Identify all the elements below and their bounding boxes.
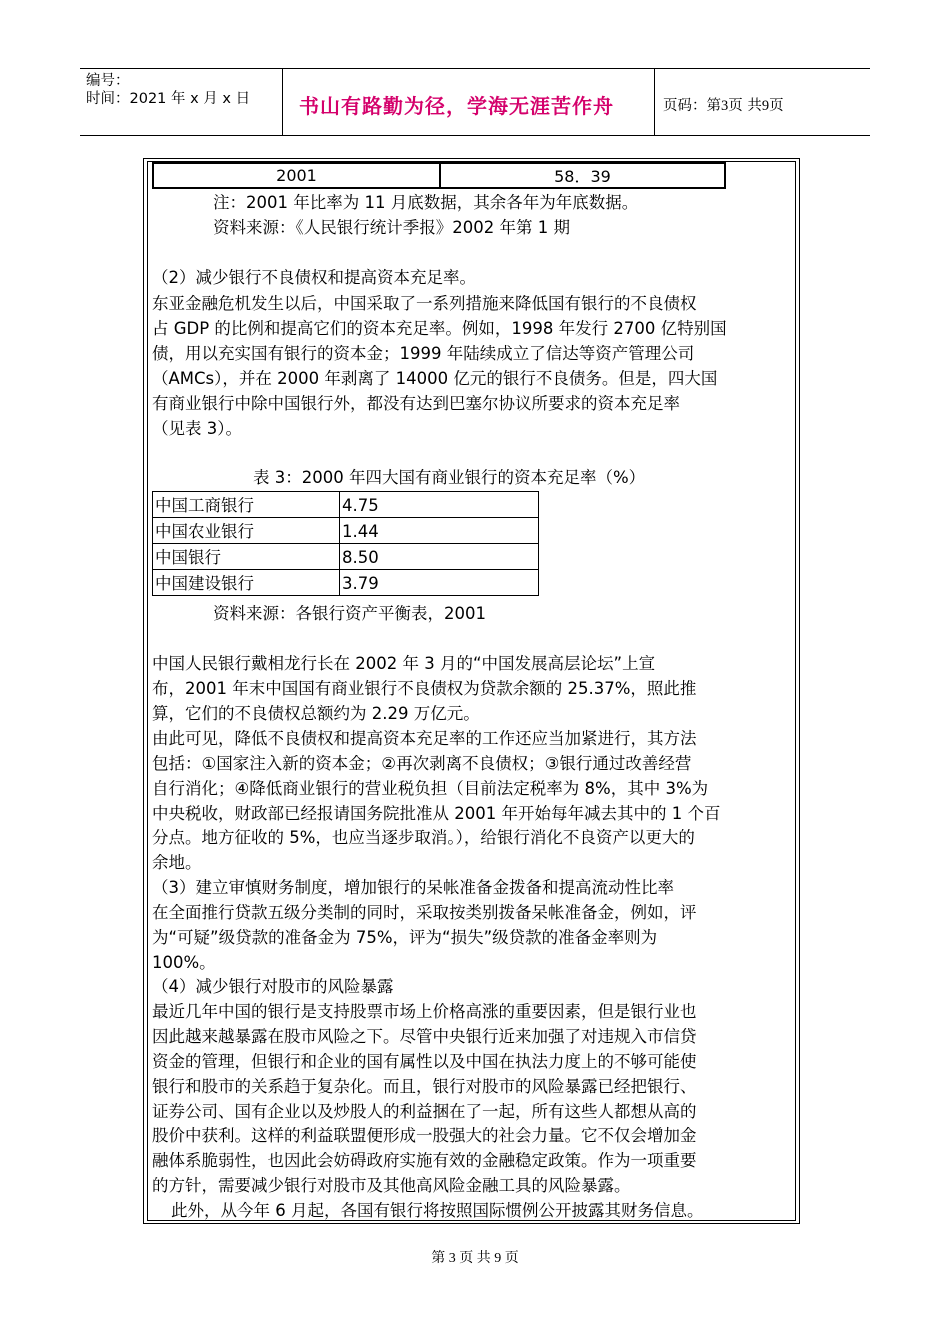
table-row bbox=[153, 544, 539, 570]
bank-cell: 中国建设银行 bbox=[153, 570, 340, 596]
section3-heading: （3）建立审慎财务制度，增加银行的呆帐准备金拨备和提高流动性比率 bbox=[152, 878, 674, 897]
date-label: 时间：2021 年 x 月 x 日 bbox=[86, 91, 251, 107]
page-prefix: 页码：第 bbox=[663, 98, 721, 114]
header-divider-right bbox=[654, 68, 655, 136]
section4-heading: （4）减少银行对股市的风险暴露 bbox=[152, 977, 394, 996]
page-footer: 第 3 页 共 9 页 bbox=[431, 1251, 519, 1266]
body-line: 的方针，需要减少银行对股市及其他高风险金融工具的风险暴露。 bbox=[152, 1176, 631, 1195]
table3 bbox=[152, 491, 539, 596]
body-line: 银行和股市的关系趋于复杂化。而且，银行对股市的风险暴露已经把银行、 bbox=[152, 1077, 697, 1096]
body-line: 占 GDP 的比例和提高它们的资本充足率。例如，1998 年发行 2700 亿特别国 bbox=[152, 319, 727, 338]
table-row bbox=[153, 163, 725, 188]
body-line: 因此越来越暴露在股市风险之下。尽管中央银行近来加强了对违规入市信贷 bbox=[152, 1027, 697, 1046]
ratio-cell: 1.44 bbox=[340, 518, 539, 544]
body-line: 算，它们的不良债权总额约为 2.29 万亿元。 bbox=[152, 704, 480, 723]
table3-source: 资料来源：各银行资产平衡表，2001 bbox=[213, 604, 486, 623]
body-line: 此外，从今年 6 月起，各国有银行将按照国际惯例公开披露其财务信息。 bbox=[171, 1201, 704, 1220]
table-row bbox=[153, 570, 539, 596]
header-divider-left bbox=[282, 68, 283, 136]
ratio-cell: 3.79 bbox=[340, 570, 539, 596]
header-page-indicator bbox=[663, 94, 784, 115]
bank-cell: 中国工商银行 bbox=[153, 492, 340, 518]
body-line: 有商业银行中除中国银行外，都没有达到巴塞尔协议所要求的资本充足率 bbox=[152, 394, 680, 413]
body-line: 100%。 bbox=[152, 953, 216, 972]
header-bottom-rule bbox=[80, 135, 870, 136]
body-line: 债，用以充实国有银行的资本金；1999 年陆续成立了信达等资产管理公司 bbox=[152, 344, 695, 363]
body-line: 中国人民银行戴相龙行长在 2002 年 3 月的“中国发展高层论坛”上宣 bbox=[152, 654, 656, 673]
number-label: 编号： bbox=[86, 73, 130, 89]
header-top-rule bbox=[80, 68, 870, 69]
page-number: 3 bbox=[721, 98, 729, 114]
bank-cell: 中国农业银行 bbox=[153, 518, 340, 544]
body-line: 为“可疑”级贷款的准备金为 75%，评为“损失”级贷款的准备金率则为 bbox=[152, 928, 658, 947]
ratio-cell: 8.50 bbox=[340, 544, 539, 570]
body-line: 由此可见，降低不良债权和提高资本充足率的工作还应当加紧进行，其方法 bbox=[152, 729, 697, 748]
page-suffix: 页 bbox=[769, 98, 784, 114]
ratio-table-tail bbox=[152, 162, 726, 189]
body-line: 中央税收，财政部已经报请国务院批准从 2001 年开始每年减去其中的 1 个百 bbox=[152, 804, 721, 823]
table-note: 注：2001 年比率为 11 月底数据，其余各年为年底数据。 bbox=[213, 193, 639, 212]
ratio-cell: 4.75 bbox=[340, 492, 539, 518]
body-line: 余地。 bbox=[152, 853, 202, 872]
header-motto: 书山有路勤为径，学海无涯苦作舟 bbox=[299, 94, 614, 118]
table-row bbox=[153, 492, 539, 518]
body-line: 自行消化；④降低商业银行的营业税负担（目前法定税率为 8%，其中 3%为 bbox=[152, 779, 709, 798]
body-line: 在全面推行贷款五级分类制的同时，采取按类别拨备呆帐准备金，例如，评 bbox=[152, 903, 697, 922]
body-line: （见表 3）。 bbox=[152, 419, 242, 438]
body-line: 证券公司、国有企业以及炒股人的利益捆在了一起，所有这些人都想从高的 bbox=[152, 1102, 697, 1121]
table-row bbox=[153, 518, 539, 544]
year-cell: 2001 bbox=[153, 163, 440, 188]
body-line: 包括：①国家注入新的资本金；②再次剥离不良债权；③银行通过改善经营 bbox=[152, 754, 692, 773]
page-mid: 页 共 bbox=[728, 98, 762, 114]
body-line: 布，2001 年末中国国有商业银行不良债权为贷款余额的 25.37%，照此推 bbox=[152, 679, 697, 698]
page-total: 9 bbox=[761, 98, 770, 114]
value-cell: 58．39 bbox=[440, 163, 725, 188]
body-line: 股价中获利。这样的利益联盟便形成一股强大的社会力量。它不仅会增加金 bbox=[152, 1126, 697, 1145]
bank-cell: 中国银行 bbox=[153, 544, 340, 570]
body-line: （AMCs），并在 2000 年剥离了 14000 亿元的银行不良债务。但是，四大国 bbox=[152, 369, 718, 388]
body-line: 分点。地方征收的 5%，也应当逐步取消。），给银行消化不良资产以更大的 bbox=[152, 828, 695, 847]
section2-heading: （2）减少银行不良债权和提高资本充足率。 bbox=[152, 268, 476, 287]
table-source: 资料来源：《人民银行统计季报》2002 年第 1 期 bbox=[213, 218, 570, 237]
body-line: 东亚金融危机发生以后，中国采取了一系列措施来降低国有银行的不良债权 bbox=[152, 294, 697, 313]
header-meta bbox=[86, 72, 250, 108]
body-line: 融体系脆弱性，也因此会妨碍政府实施有效的金融稳定政策。作为一项重要 bbox=[152, 1151, 697, 1170]
table3-caption: 表 3：2000 年四大国有商业银行的资本充足率（%） bbox=[253, 468, 646, 487]
body-line: 资金的管理，但银行和企业的国有属性以及中国在执法力度上的不够可能使 bbox=[152, 1052, 697, 1071]
body-line: 最近几年中国的银行是支持股票市场上价格高涨的重要因素，但是银行业也 bbox=[152, 1002, 697, 1021]
